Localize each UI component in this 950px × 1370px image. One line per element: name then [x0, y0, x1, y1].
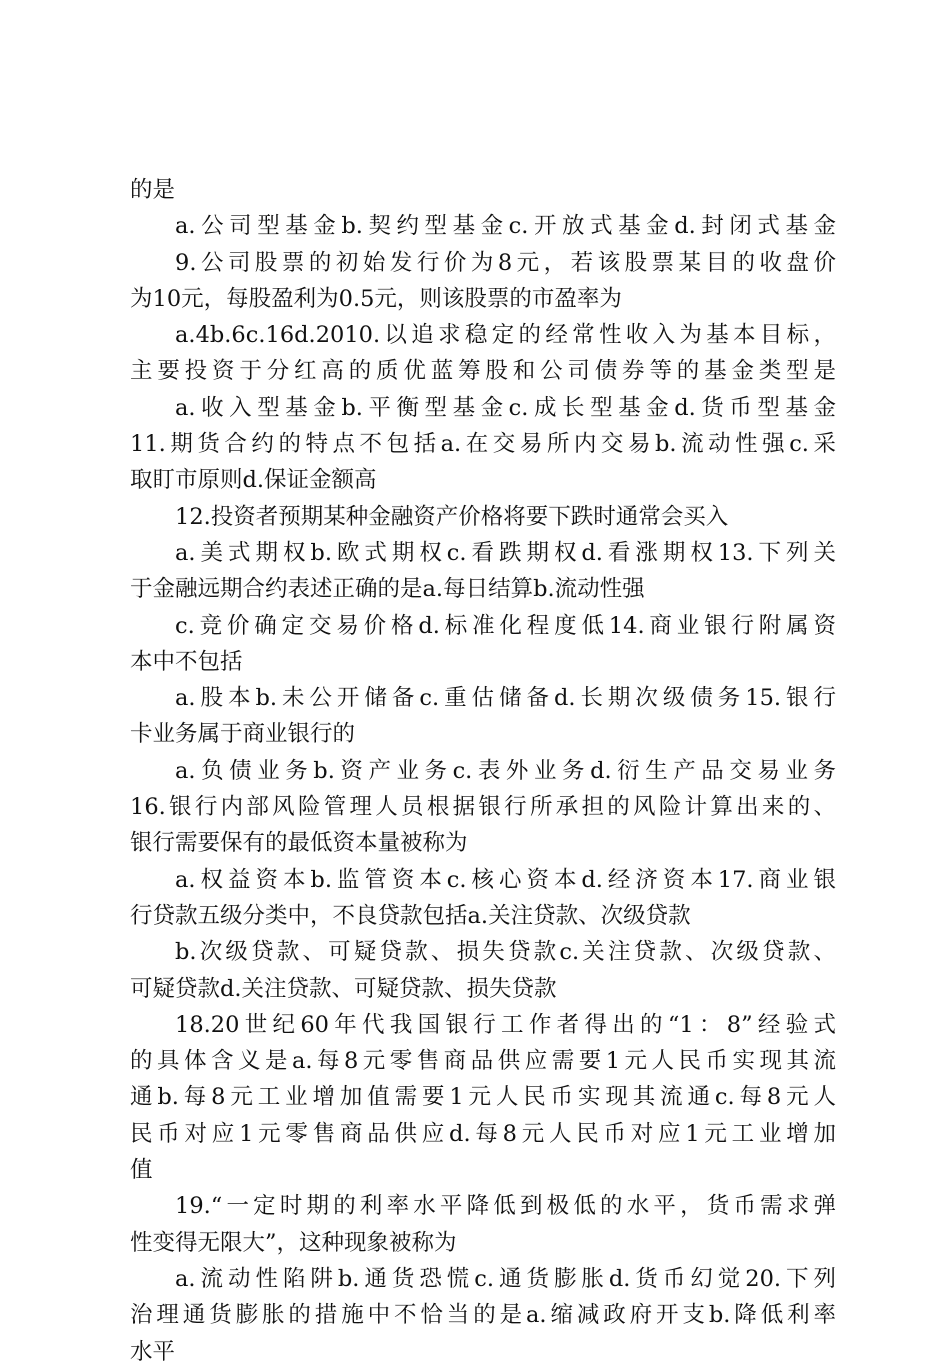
text-line: 行贷款五级分类中，不良贷款包括a.关注贷款、次级贷款 — [130, 902, 691, 929]
text-line: 的具体含义是a.每8元零售商品供应需要1元人民币实现其流 — [130, 1048, 836, 1075]
text-line: 通b.每8元工业增加值需要1元人民币实现其流通c.每8元人 — [130, 1084, 836, 1111]
text-line: a.流动性陷阱b.通货恐慌c.通货膨胀d.货币幻觉20.下列 — [175, 1265, 836, 1292]
text-line: 主要投资于分红高的质优蓝筹股和公司债券等的基金类型是 — [130, 358, 836, 385]
text-line: c.竞价确定交易价格d.标准化程度低14.商业银行附属资 — [175, 612, 836, 639]
text-line: a.收入型基金b.平衡型基金c.成长型基金d.货币型基金 — [175, 394, 836, 421]
text-line: a.权益资本b.监管资本c.核心资本d.经济资本17.商业银 — [175, 866, 836, 893]
text-line: 12.投资者预期某种金融资产价格将要下跌时通常会买入 — [175, 503, 729, 530]
text-line: 治理通货膨胀的措施中不恰当的是a.缩减政府开支b.降低利率 — [130, 1302, 836, 1329]
text-line: 水平 — [130, 1338, 176, 1365]
text-line: a.4b.6c.16d.2010.以追求稳定的经常性收入为基本目标， — [175, 322, 836, 349]
text-line: 银行需要保有的最低资本量被称为 — [130, 830, 468, 857]
text-line: 性变得无限大”，这种现象被称为 — [130, 1229, 457, 1256]
text-line: a.股本b.未公开储备c.重估储备d.长期次级债务15.银行 — [175, 685, 836, 712]
text-line: 9.公司股票的初始发行价为8元，若该股票某目的收盘价 — [175, 249, 836, 276]
text-line: 19.“一定时期的利率水平降低到极低的水平，货币需求弹 — [175, 1193, 836, 1220]
text-line: 卡业务属于商业银行的 — [130, 721, 356, 748]
text-line: 18.20世纪60年代我国银行工作者得出的“1：8”经验式 — [175, 1011, 836, 1038]
text-line: 11.期货合约的特点不包括a.在交易所内交易b.流动性强c.采 — [130, 431, 836, 458]
document-body — [130, 172, 836, 1370]
text-line: b.次级贷款、可疑贷款、损失贷款c.关注贷款、次级贷款、 — [175, 939, 836, 966]
text-line: 可疑贷款d.关注贷款、可疑贷款、损失贷款 — [130, 975, 557, 1002]
text-line: 值 — [130, 1157, 153, 1184]
text-line: 于金融远期合约表述正确的是a.每日结算b.流动性强 — [130, 576, 645, 603]
text-line: 取盯市原则d.保证金额高 — [130, 467, 377, 494]
text-line: 的是 — [130, 177, 176, 203]
text-line: a.公司型基金b.契约型基金c.开放式基金d.封闭式基金 — [175, 213, 836, 240]
text-line: a.负债业务b.资产业务c.表外业务d.衍生产品交易业务 — [175, 757, 836, 784]
text-line: 民币对应1元零售商品供应d.每8元人民币对应1元工业增加 — [130, 1120, 836, 1147]
text-line: 为10元，每股盈利为0.5元，则该股票的市盈率为 — [130, 285, 622, 312]
text-line: a.美式期权b.欧式期权c.看跌期权d.看涨期权13.下列关 — [175, 539, 836, 566]
text-line: 本中不包括 — [130, 648, 243, 675]
text-line: 16.银行内部风险管理人员根据银行所承担的风险计算出来的、 — [130, 794, 836, 821]
